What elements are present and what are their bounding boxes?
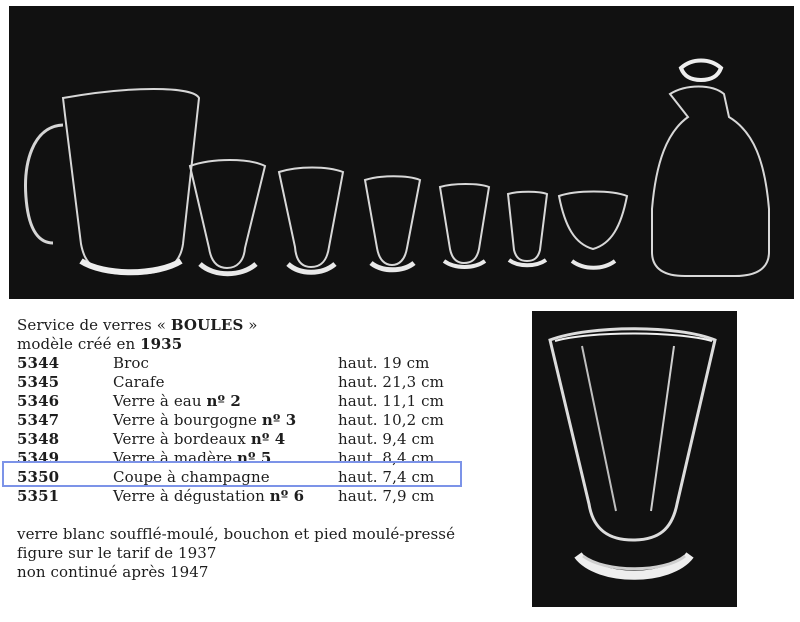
model-heading bbox=[17, 335, 517, 354]
catalog-text bbox=[17, 316, 517, 582]
item-height: haut. 7,4 cm bbox=[338, 468, 435, 486]
item-name: Verre à bourgogne nº 3 bbox=[113, 411, 297, 429]
detail-glass-illustration bbox=[532, 311, 737, 607]
table-row bbox=[17, 430, 477, 449]
series-suffix: » bbox=[243, 316, 258, 334]
table-row bbox=[17, 373, 477, 392]
table-row bbox=[17, 449, 477, 468]
item-name: Verre à dégustation nº 6 bbox=[113, 487, 305, 505]
table-row bbox=[17, 411, 477, 430]
detail-glass-photo bbox=[532, 311, 737, 607]
item-code: 5347 bbox=[17, 411, 60, 429]
item-code: 5344 bbox=[17, 354, 60, 372]
item-code: 5350 bbox=[17, 468, 60, 486]
item-code: 5348 bbox=[17, 430, 60, 448]
note-line: verre blanc soufflé-moulé, bouchon et pied moulé-pressé bbox=[17, 525, 456, 543]
model-prefix: modèle créé en bbox=[17, 335, 141, 353]
detail-photo-background bbox=[532, 311, 737, 607]
series-prefix: Service de verres « bbox=[17, 316, 171, 334]
item-height: haut. 19 cm bbox=[338, 354, 430, 372]
table-row bbox=[17, 354, 477, 373]
item-height: haut. 9,4 cm bbox=[338, 430, 435, 448]
item-name: Verre à eau nº 2 bbox=[113, 392, 241, 410]
item-code: 5349 bbox=[17, 449, 60, 467]
item-height: haut. 21,3 cm bbox=[338, 373, 444, 391]
item-name: Broc bbox=[113, 354, 150, 372]
item-name: Verre à bordeaux nº 4 bbox=[113, 430, 286, 448]
item-height: haut. 7,9 cm bbox=[338, 487, 435, 505]
item-height: haut. 10,2 cm bbox=[338, 411, 444, 429]
table-row bbox=[17, 468, 477, 487]
item-name: Verre à madère nº 5 bbox=[113, 449, 272, 467]
item-code: 5346 bbox=[17, 392, 60, 410]
catalog-table bbox=[17, 354, 517, 525]
model-year: 1935 bbox=[140, 335, 183, 353]
series-heading bbox=[17, 316, 517, 335]
pointer-arrow-icon bbox=[468, 142, 794, 299]
glassware-set-photo bbox=[9, 6, 794, 299]
note-line: non continué après 1947 bbox=[17, 563, 209, 581]
table-row bbox=[17, 487, 477, 506]
item-height: haut. 11,1 cm bbox=[338, 392, 444, 410]
item-code: 5351 bbox=[17, 487, 60, 505]
note-line: figure sur le tarif de 1937 bbox=[17, 544, 217, 562]
table-row bbox=[17, 392, 477, 411]
item-height: haut. 8,4 cm bbox=[338, 449, 435, 467]
item-name: Carafe bbox=[113, 373, 165, 391]
series-name: BOULES bbox=[170, 316, 244, 334]
item-code: 5345 bbox=[17, 373, 60, 391]
item-name: Coupe à champagne bbox=[113, 468, 270, 486]
